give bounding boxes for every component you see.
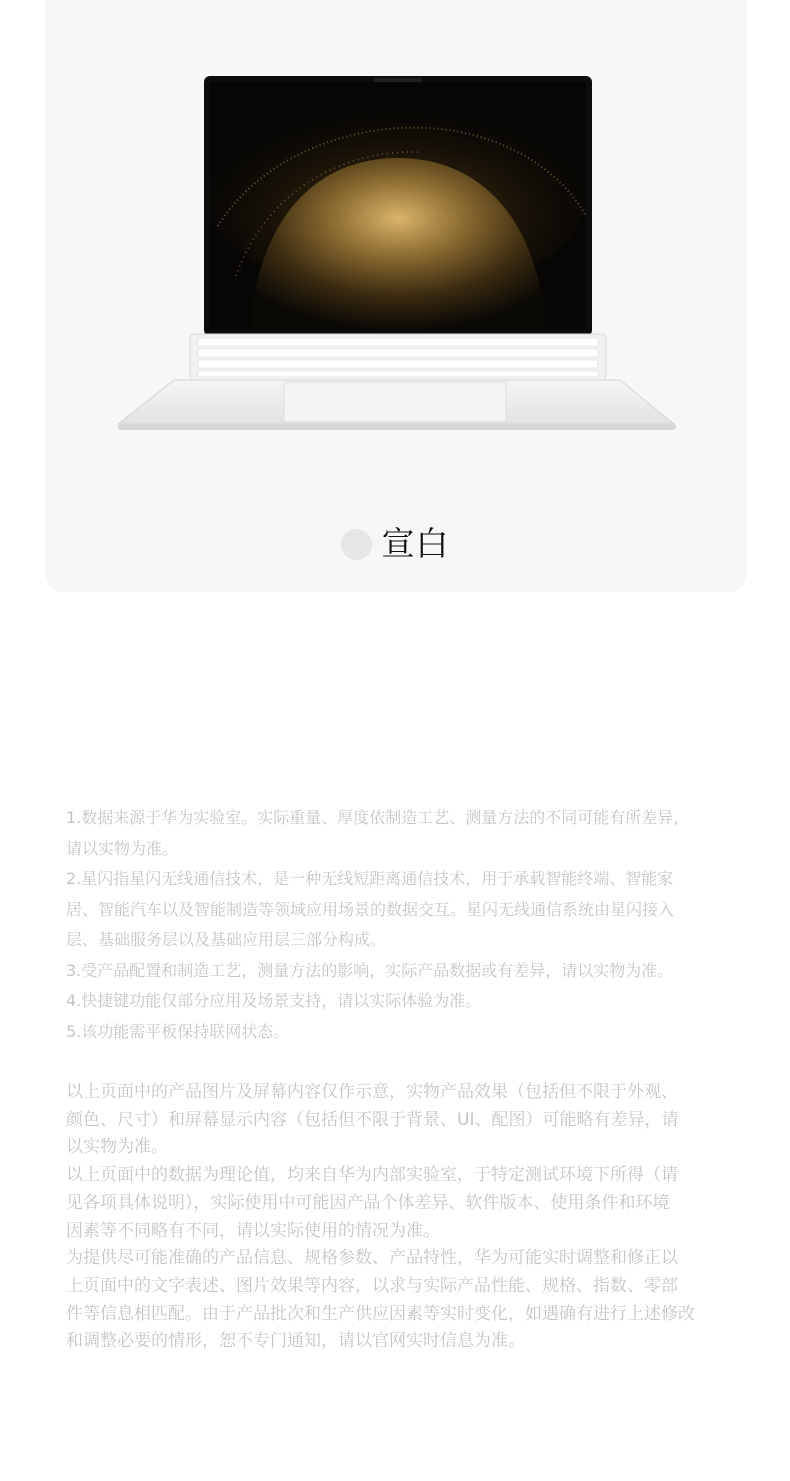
footnote-line: 2.星闪指星闪无线通信技术，是一种无线短距离通信技术，用于承载智能终端、智能家 [66,869,674,888]
disclaimer-line: 和调整必要的情形，恕不专门通知，请以官网实时信息为准。 [66,1331,525,1352]
disclaimer-line: 以上页面中的产品图片及屏幕内容仅作示意，实物产品效果（包括但不限于外观、 [66,1082,678,1102]
disclaimer-line: 以实物为准。 [66,1137,168,1158]
disclaimer-line: 见各项具体说明），实际使用中可能因产品个体差异、软件版本、使用条件和环境 [66,1192,670,1213]
disclaimer-line: 上页面中的文字表述、图片效果等内容，以求与实际产品性能、规格、指数、零部 [66,1275,678,1296]
disclaimer-line: 颜色、尺寸）和屏幕显示内容（包括但不限于背景、UI、配图）可能略有差异，请 [66,1109,679,1130]
footnote-line: 1.数据来源于华为实验室。实际重量、厚度依制造工艺、测量方法的不同可能有所差异, [66,808,679,827]
footnote-line: 层、基础服务层以及基础应用层三部分构成。 [66,930,387,949]
footnote-line: 居、智能汽车以及智能制造等领域应用场景的数据交互。星闪无线通信系统由星闪接入 [66,899,675,919]
tablet-with-keyboard-icon [118,76,676,432]
disclaimer-line: 因素等不同略有不同，请以实际使用的情况为准。 [66,1220,440,1241]
disclaimer-line: 件等信息相匹配。由于产品批次和生产供应因素等实时变化，如遇确有进行上述修改 [66,1303,695,1324]
footnotes [66,803,738,1047]
color-name-label: 宣白 [381,524,450,563]
footnote-line: 5.该功能需平板保持联网状态。 [66,1021,290,1041]
color-swatch [341,529,372,560]
disclaimer-block [66,1079,738,1356]
color-option[interactable] [0,524,790,564]
footnote-line: 4.快捷键功能仅部分应用及场景支持，请以实际体验为准。 [66,991,482,1010]
footnote-line: 3.受产品配置和制造工艺，测量方法的影响，实际产品数据或有差异，请以实物为准。 [66,960,674,980]
footnote-line: 请以实物为准。 [66,838,179,858]
disclaimer-line: 为提供尽可能准确的产品信息、规格参数、产品特性，华为可能实时调整和修正以 [66,1248,678,1269]
disclaimer-line: 以上页面中的数据为理论值，均来自华为内部实验室，于特定测试环境下所得（请 [66,1165,678,1186]
